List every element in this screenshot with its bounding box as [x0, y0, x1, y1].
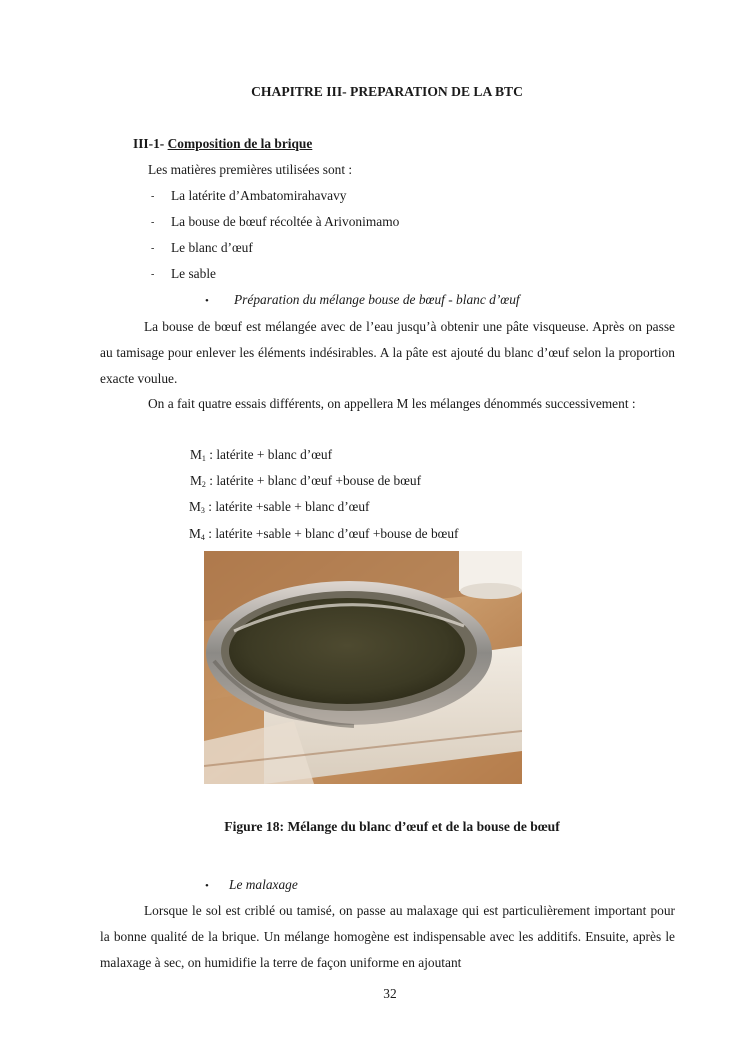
paragraph-essais [100, 391, 675, 417]
mixture-index: 2 [201, 480, 206, 489]
section-title: Composition de la brique [167, 136, 313, 151]
list-item [151, 266, 216, 282]
mixture-desc: : latérite + blanc d’œuf +bouse de bœuf [205, 473, 422, 488]
dash-bullet-icon: - [151, 191, 155, 202]
mixture-label: M [189, 526, 201, 541]
mixture-desc: : latérite + blanc d’œuf [205, 447, 333, 462]
figure-photo [204, 551, 522, 784]
paragraph-malaxage [100, 898, 675, 975]
paragraph-preparation [100, 314, 675, 391]
list-item-text: Le sable [171, 266, 216, 281]
mixture-desc: : latérite +sable + blanc d’œuf [204, 499, 370, 514]
list-item [151, 240, 253, 256]
mixture-index: 4 [200, 533, 205, 542]
mixture-label: M [189, 499, 201, 514]
figure-caption: Figure 18: Mélange du blanc d’œuf et de la bouse de bœuf [224, 819, 560, 834]
materials-intro: Les matières premières utilisées sont : [148, 162, 353, 177]
paragraph-text: La bouse de bœuf est mélangée avec de l’eau jusqu’à obtenir une pâte visqueuse. Après on passe au tamisage pour enlever les éléments indésirables. A la pâte est ajouté du blanc d’œuf selon la proportion exacte voulue. [100, 319, 675, 386]
dash-bullet-icon: - [151, 217, 155, 228]
mixture-label: M [190, 473, 202, 488]
chapter-title: CHAPITRE III- PREPARATION DE LA BTC [251, 84, 523, 99]
section-heading [133, 136, 312, 152]
bullet-heading-preparation [205, 292, 520, 308]
paragraph-text: Lorsque le sol est criblé ou tamisé, on passe au malaxage qui est particulièrement important pour la bonne qualité de la brique. Un mélange homogène est indispensable avec les additifs. Ensuite, après le malaxage à sec, on humidifie la terre de façon uniforme en ajoutant [100, 903, 675, 970]
bullet-heading-text: Le malaxage [229, 877, 298, 892]
mixture-desc: : latérite +sable + blanc d’œuf +bouse de bœuf [204, 526, 459, 541]
mixture-index: 1 [201, 454, 206, 463]
mixture-label: M [190, 447, 202, 462]
page-number: 32 [383, 986, 397, 1001]
bullet-icon: • [205, 880, 209, 892]
bullet-heading-malaxage [205, 877, 298, 893]
bullet-icon: • [205, 295, 209, 307]
list-item-text: Le blanc d’œuf [171, 240, 253, 255]
bullet-heading-text: Préparation du mélange bouse de bœuf - blanc d’œuf [234, 292, 520, 307]
mixture-line [190, 473, 421, 489]
dash-bullet-icon: - [151, 243, 155, 254]
mixture-line [190, 447, 332, 463]
list-item-text: La bouse de bœuf récoltée à Arivonimamo [171, 214, 400, 229]
section-number: III-1- [133, 136, 168, 151]
mixture-line [189, 499, 370, 515]
paragraph-text: On a fait quatre essais différents, on appellera M les mélanges dénommés successivement : [148, 396, 636, 411]
list-item-text: La latérite d’Ambatomirahavavy [171, 188, 347, 203]
list-item [151, 214, 399, 230]
mixture-line [189, 526, 459, 542]
mixture-index: 3 [200, 506, 205, 515]
dash-bullet-icon: - [151, 269, 155, 280]
list-item [151, 188, 347, 204]
